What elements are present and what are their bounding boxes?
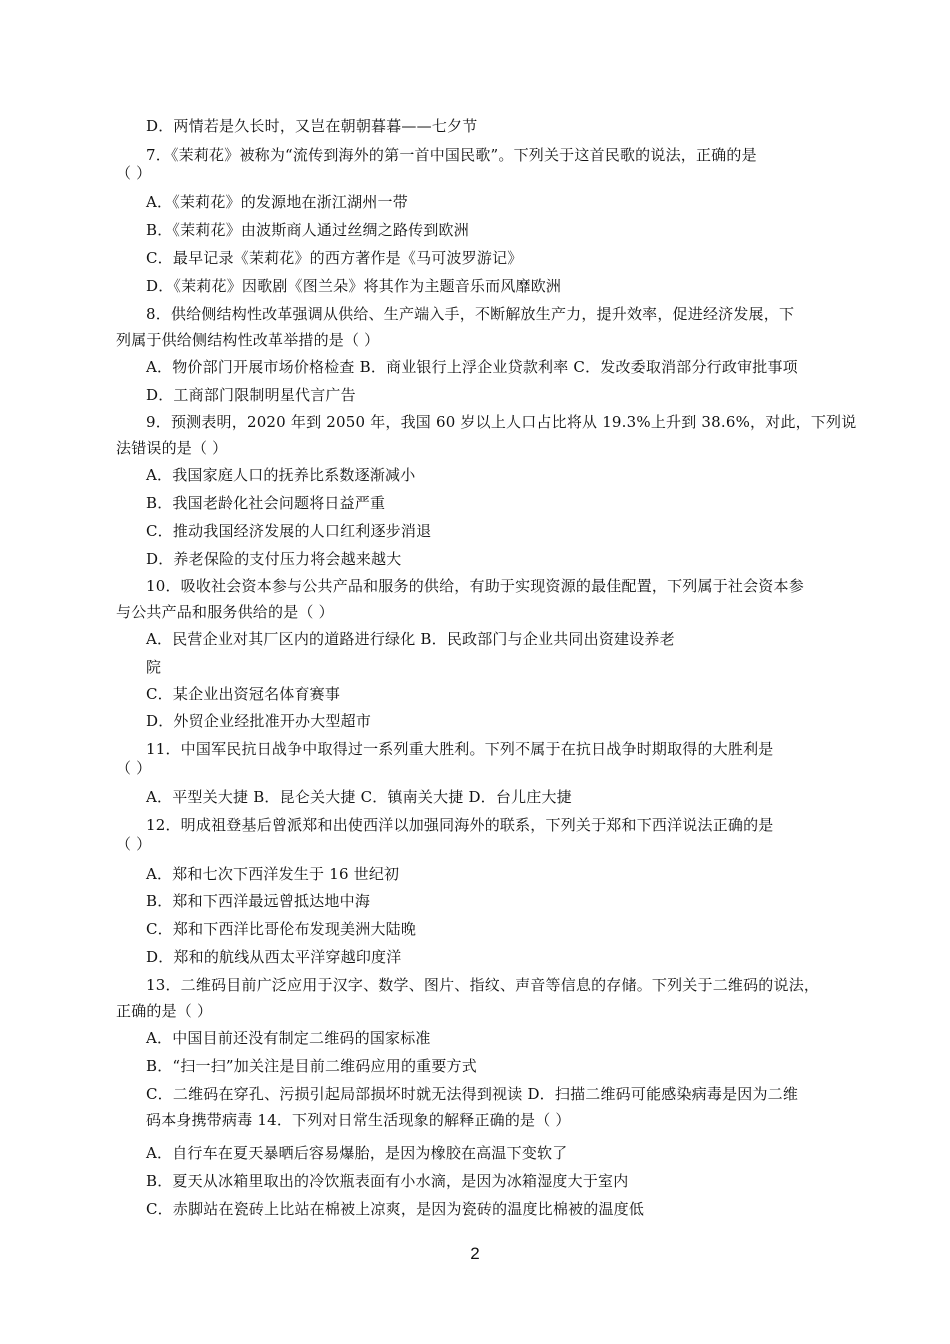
question-12: 12．明成祖登基后曾派郑和出使西洋以加强同海外的联系，下列关于郑和下西洋说法正确的是 bbox=[146, 816, 774, 834]
page-number: 2 bbox=[470, 1244, 480, 1263]
option-12d: D．郑和的航线从西太平洋穿越印度洋 bbox=[146, 948, 402, 966]
option-6d: D．两情若是久长时，又岂在朝朝暮暮——七夕节 bbox=[146, 117, 478, 135]
option-13cd: C．二维码在穿孔、污损引起局部损坏时就无法得到视读 D．扫描二维码可能感染病毒是因为二维 bbox=[146, 1085, 799, 1103]
option-12a: A．郑和七次下西洋发生于 16 世纪初 bbox=[146, 865, 400, 883]
option-9a: A．我国家庭人口的抚养比系数逐渐减小 bbox=[146, 466, 416, 484]
question-11-paren: （ ） bbox=[116, 759, 152, 777]
question-8-cont: 列属于供给侧结构性改革举措的是（ ） bbox=[116, 331, 380, 349]
option-10b-wrap: 院 bbox=[146, 658, 162, 676]
question-9: 9．预测表明，2020 年到 2050 年，我国 60 岁以上人口占比将从 19.3%上升到 38.6%，对此，下列说 bbox=[146, 413, 857, 431]
option-14c: C．赤脚站在瓷砖上比站在棉被上凉爽，是因为瓷砖的温度比棉被的温度低 bbox=[146, 1200, 645, 1218]
option-7d: D．《茉莉花》因歌剧《图兰朵》将其作为主题音乐而风靡欧洲 bbox=[146, 277, 562, 295]
option-7b: B．《茉莉花》由波斯商人通过丝绸之路传到欧洲 bbox=[146, 221, 469, 239]
option-12b: B．郑和下西洋最远曾抵达地中海 bbox=[146, 892, 371, 910]
option-11abcd: A．平型关大捷 B．昆仑关大捷 C．镇南关大捷 D．台儿庄大捷 bbox=[146, 788, 572, 806]
question-14: 码本身携带病毒 14．下列对日常生活现象的解释正确的是（ ） bbox=[146, 1111, 571, 1129]
option-7a: A．《茉莉花》的发源地在浙江湖州一带 bbox=[146, 193, 408, 211]
option-10c: C．某企业出资冠名体育赛事 bbox=[146, 685, 341, 703]
question-13: 13．二维码目前广泛应用于汉字、数学、图片、指纹、声音等信息的存储。下列关于二维码的说法， bbox=[146, 976, 820, 994]
question-13-cont: 正确的是（ ） bbox=[116, 1002, 213, 1020]
option-9c: C．推动我国经济发展的人口红利逐步消退 bbox=[146, 522, 432, 540]
option-9b: B．我国老龄化社会问题将日益严重 bbox=[146, 494, 386, 512]
question-8: 8．供给侧结构性改革强调从供给、生产端入手，不断解放生产力，提升效率，促进经济发展，下 bbox=[146, 305, 795, 323]
option-12c: C．郑和下西洋比哥伦布发现美洲大陆晚 bbox=[146, 920, 417, 938]
question-7-paren: （ ） bbox=[116, 164, 152, 182]
option-14b: B．夏天从冰箱里取出的冷饮瓶表面有小水滴，是因为冰箱湿度大于室内 bbox=[146, 1172, 629, 1190]
option-8abc: A．物价部门开展市场价格检查 B．商业银行上浮企业贷款利率 C．发改委取消部分行政审批事项 bbox=[146, 358, 798, 376]
option-9d: D．养老保险的支付压力将会越来越大 bbox=[146, 550, 402, 568]
option-14a: A．自行车在夏天暴晒后容易爆胎，是因为橡胶在高温下变软了 bbox=[146, 1144, 568, 1162]
question-12-paren: （ ） bbox=[116, 835, 152, 853]
option-10ab: A．民营企业对其厂区内的道路进行绿化 B．民政部门与企业共同出资建设养老 bbox=[146, 630, 675, 648]
option-8d: D．工商部门限制明星代言广告 bbox=[146, 386, 356, 404]
option-13a: A．中国目前还没有制定二维码的国家标准 bbox=[146, 1029, 431, 1047]
question-7: 7．《茉莉花》被称为“流传到海外的第一首中国民歌”。下列关于这首民歌的说法，正确的是 bbox=[146, 146, 757, 164]
question-10-cont: 与公共产品和服务供给的是（ ） bbox=[116, 603, 334, 621]
question-10: 10．吸收社会资本参与公共产品和服务的供给，有助于实现资源的最佳配置，下列属于社会资本参 bbox=[146, 577, 804, 595]
option-7c: C．最早记录《茉莉花》的西方著作是《马可波罗游记》 bbox=[146, 249, 523, 267]
question-11: 11．中国军民抗日战争中取得过一系列重大胜利。下列不属于在抗日战争时期取得的大胜利是 bbox=[146, 740, 774, 758]
option-10d: D．外贸企业经批准开办大型超市 bbox=[146, 712, 372, 730]
option-13b: B．“扫一扫”加关注是目前二维码应用的重要方式 bbox=[146, 1057, 477, 1075]
question-9-cont: 法错误的是（ ） bbox=[116, 439, 228, 457]
